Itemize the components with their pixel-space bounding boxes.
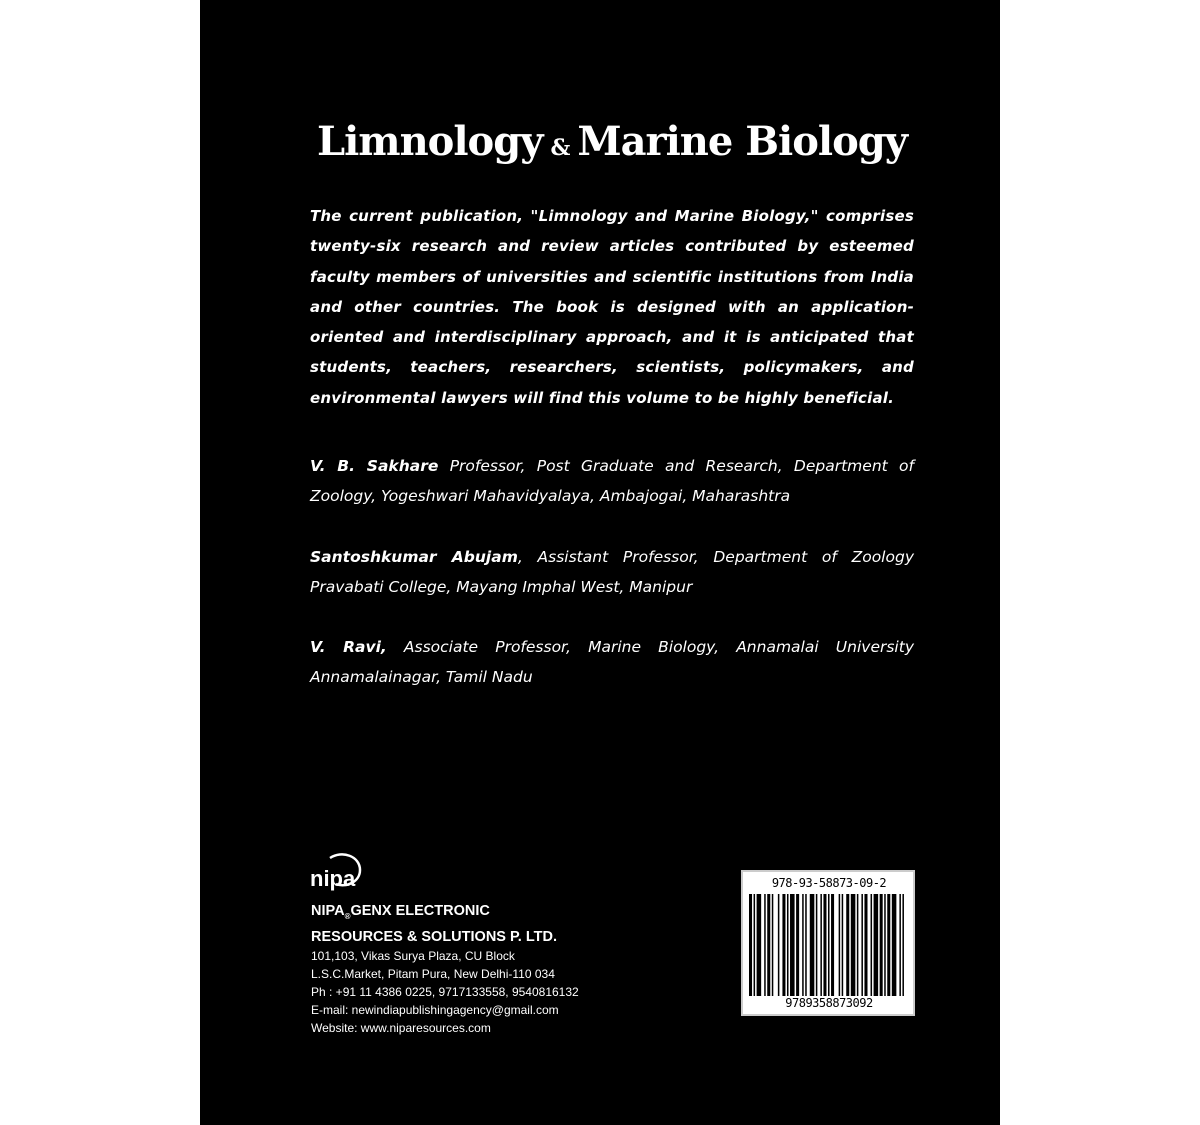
barcode-bar [842,894,844,996]
barcode-bar [754,894,756,996]
book-title [310,112,914,178]
author-details: Associate Professor, Marine Biology, Annamalai University Annamalainagar, Tamil Nadu [310,638,914,686]
publisher-address-2: L.S.C.Market, Pitam Pura, New Delhi-110 034 [311,966,555,981]
barcode-bar [767,894,770,996]
barcode-bar [880,894,883,996]
barcode-bar [749,894,752,996]
barcode-bar [820,894,822,996]
barcode-bar [796,894,799,996]
barcode-bar [816,894,818,996]
barcode-bar [892,894,897,996]
barcode-bar [831,894,834,996]
barcode-bars [749,894,907,996]
publisher-phone: Ph : +91 11 4386 0225, 9717133558, 9540816132 [311,984,579,999]
barcode-bar [764,894,766,996]
book-back-cover [200,0,1000,1125]
barcode-bar [802,894,804,996]
book-description: The current publication, "Limnology and Marine Biology," comprises twenty-six research and review articles contributed by esteemed faculty members of universities and scientific institutions from India and other countries. The book is designed with an application-oriented and interdisciplinary approach, and it is anticipated that students, teachers, researchers, scientists, policymakers, and environmental lawyers will find this volume to be highly beneficial. [310,207,914,407]
barcode-bar [790,894,795,996]
title-part-2: Marine Biology [577,118,908,165]
author-details: , Assistant Professor, Department of Zoology Pravabati College, Mayang Imphal West, Manipur [310,548,914,596]
barcode-bar [782,894,785,996]
publisher-email: E-mail: newindiapublishingagency@gmail.com [311,1002,559,1017]
barcode-bar [857,894,859,996]
author-entry [310,632,914,692]
barcode-bar [871,894,873,996]
title-part-1: Limnology [316,118,543,165]
barcode-bar [851,894,856,996]
author-name: Santoshkumar Abujam [310,548,518,566]
barcode-bar [757,894,762,996]
publisher-block [311,901,671,1037]
author-entry [310,451,914,511]
author-entry [310,542,914,602]
barcode-bar [846,894,849,996]
ean-digits: 9789358873092 [785,996,873,1010]
barcode-bar [787,894,789,996]
barcode-bar [864,894,867,996]
barcode-bar [828,894,830,996]
barcode-bar [805,894,807,996]
barcode-bar [902,894,904,996]
publisher-name-line-2: RESOURCES & SOLUTIONS P. LTD. [311,928,557,945]
publisher-logo [308,852,366,892]
barcode-bar [861,894,863,996]
author-details: Professor, Post Graduate and Research, Department of Zoology, Yogeshwari Mahavidyalaya, Ambajogai, Maharashtra [310,457,914,505]
author-name: V. Ravi, [310,638,387,656]
author-name: V. B. Sakhare [310,457,439,475]
registered-mark: ® [344,911,351,921]
barcode-bar [839,894,841,996]
barcode-bar [772,894,774,996]
isbn-text: 978-93-58873-09-2 [771,876,887,890]
barcode-bar [778,894,780,996]
publisher-name-part: NIPA [311,903,345,919]
barcode-bar [887,894,890,996]
publisher-address-1: 101,103, Vikas Surya Plaza, CU Block [311,948,515,963]
publisher-name-part: GENX ELECTRONIC [350,903,490,919]
barcode-bar [810,894,815,996]
title-ampersand: & [550,135,570,161]
barcode-bar [884,894,886,996]
barcode-bar [874,894,879,996]
logo-text: nipa [310,866,356,891]
barcode-bar [823,894,826,996]
publisher-website: Website: www.niparesources.com [311,1020,491,1035]
publisher-name [311,901,671,927]
barcode-bar [899,894,901,996]
isbn-barcode [741,870,915,1016]
